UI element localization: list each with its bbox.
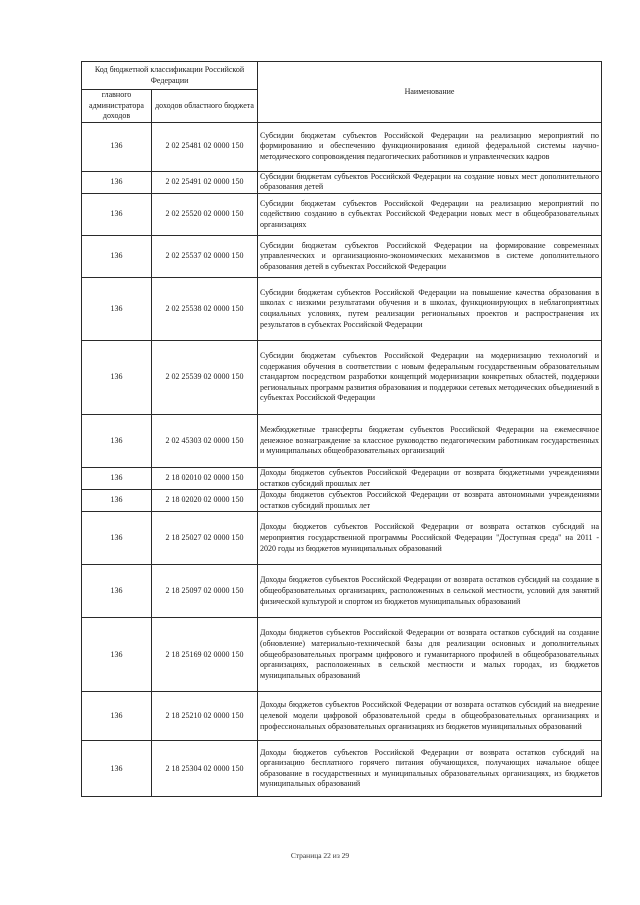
admin-code-cell: 136 <box>82 340 152 414</box>
income-column-header: доходов областного бюджета <box>152 90 258 123</box>
name-cell: Доходы бюджетов субъектов Российской Федерации от возврата остатков субсидий на создание (обновление) материально-технической базы для реализации основных и дополнительных общеобразовательных программ цифрового и гуманитарного профилей в общеобразовательных организациях, расположенных в сельской местности и малых городах, из бюджетов муниципальных образований <box>258 618 602 692</box>
income-code-cell: 2 02 25491 02 0000 150 <box>152 171 258 193</box>
income-code-cell: 2 02 25538 02 0000 150 <box>152 277 258 340</box>
admin-code-cell: 136 <box>82 467 152 489</box>
table-body <box>82 122 602 797</box>
name-cell: Субсидии бюджетам субъектов Российской Федерации на модернизацию технологий и содержания обучения в соответствии с новым федеральным государственным образовательным стандартом посредством разработки концепций модернизации конкретных областей, поддержки региональных программ развития образования и поддержки сетевых методических объединений в субъектах Российской Федерации <box>258 340 602 414</box>
admin-code-cell: 136 <box>82 414 152 467</box>
name-cell: Субсидии бюджетам субъектов Российской Федерации на формирование современных управленческих и организационно-экономических механизмов в системе дополнительного образования детей в субъектах Российской Федерации <box>258 235 602 277</box>
table-row <box>82 512 602 565</box>
table-row <box>82 618 602 692</box>
admin-code-cell: 136 <box>82 741 152 797</box>
admin-code-cell: 136 <box>82 171 152 193</box>
admin-code-cell: 136 <box>82 618 152 692</box>
income-code-cell: 2 18 25169 02 0000 150 <box>152 618 258 692</box>
table-row <box>82 741 602 797</box>
name-cell: Доходы бюджетов субъектов Российской Федерации от возврата остатков субсидий на внедрение целевой модели цифровой образовательной среды в общеобразовательных организациях и профессиональных образовательных организациях из бюджетов муниципальных образований <box>258 692 602 741</box>
name-cell: Субсидии бюджетам субъектов Российской Федерации на повышение качества образования в школах с низкими результатами обучения и в школах, функционирующих в неблагоприятных социальных условиях, путем реализации региональных проектов и распространения их результатов в субъектах Российской Федерации <box>258 277 602 340</box>
admin-code-cell: 136 <box>82 512 152 565</box>
income-code-cell: 2 18 25210 02 0000 150 <box>152 692 258 741</box>
name-cell: Доходы бюджетов субъектов Российской Федерации от возврата остатков субсидий на создание в общеобразовательных организациях, расположенных в сельской местности, условий для занятий физической культурой и спортом из бюджетов муниципальных образований <box>258 565 602 618</box>
table-row <box>82 490 602 512</box>
admin-code-cell: 136 <box>82 193 152 235</box>
name-cell: Субсидии бюджетам субъектов Российской Федерации на реализацию мероприятий по формированию и обеспечению функционирования единой федеральной системы научно-методического сопровождения педагогических работников и управленческих кадров <box>258 122 602 171</box>
income-code-cell: 2 18 02020 02 0000 150 <box>152 490 258 512</box>
name-cell: Доходы бюджетов субъектов Российской Федерации от возврата остатков субсидий на организацию бесплатного горячего питания обучающихся, получающих начальное общее образование в государственных и муниципальных образовательных организациях, из бюджетов муниципальных образований <box>258 741 602 797</box>
table-row <box>82 467 602 489</box>
income-code-cell: 2 02 25520 02 0000 150 <box>152 193 258 235</box>
table-row <box>82 565 602 618</box>
name-cell: Субсидии бюджетам субъектов Российской Федерации на реализацию мероприятий по содействию созданию в субъектах Российской Федерации новых мест в общеобразовательных организациях <box>258 193 602 235</box>
income-code-cell: 2 18 25097 02 0000 150 <box>152 565 258 618</box>
table-row <box>82 122 602 171</box>
income-code-cell: 2 18 25027 02 0000 150 <box>152 512 258 565</box>
table-row <box>82 340 602 414</box>
admin-code-cell: 136 <box>82 122 152 171</box>
budget-classification-table <box>81 61 602 797</box>
table-row <box>82 171 602 193</box>
name-column-header: Наименование <box>258 62 602 123</box>
table-row <box>82 235 602 277</box>
income-code-cell: 2 02 45303 02 0000 150 <box>152 414 258 467</box>
income-code-cell: 2 02 25539 02 0000 150 <box>152 340 258 414</box>
table-row <box>82 692 602 741</box>
table-row <box>82 414 602 467</box>
admin-code-cell: 136 <box>82 490 152 512</box>
income-code-cell: 2 18 25304 02 0000 150 <box>152 741 258 797</box>
admin-code-cell: 136 <box>82 235 152 277</box>
name-cell: Доходы бюджетов субъектов Российской Федерации от возврата бюджетными учреждениями остатков субсидий прошлых лет <box>258 467 602 489</box>
page-number: Страница 22 из 29 <box>290 851 350 860</box>
name-cell: Субсидии бюджетам субъектов Российской Федерации на создание новых мест дополнительного образования детей <box>258 171 602 193</box>
income-code-cell: 2 18 02010 02 0000 150 <box>152 467 258 489</box>
kbk-header: Код бюджетной классификации Российской Федерации <box>82 62 258 90</box>
admin-code-cell: 136 <box>82 277 152 340</box>
admin-column-header: главного администратора доходов <box>82 90 152 123</box>
name-cell: Доходы бюджетов субъектов Российской Федерации от возврата автономными учреждениями остатков субсидий прошлых лет <box>258 490 602 512</box>
name-cell: Доходы бюджетов субъектов Российской Федерации от возврата остатков субсидий на мероприятия государственной программы Российской Федерации "Доступная среда" на 2011 - 2020 годы из бюджетов муниципальных образований <box>258 512 602 565</box>
table-row <box>82 193 602 235</box>
admin-code-cell: 136 <box>82 692 152 741</box>
name-cell: Межбюджетные трансферты бюджетам субъектов Российской Федерации на ежемесячное денежное вознаграждение за классное руководство педагогическим работникам государственных и муниципальных общеобразовательных организаций <box>258 414 602 467</box>
income-code-cell: 2 02 25481 02 0000 150 <box>152 122 258 171</box>
admin-code-cell: 136 <box>82 565 152 618</box>
table-row <box>82 277 602 340</box>
income-code-cell: 2 02 25537 02 0000 150 <box>152 235 258 277</box>
